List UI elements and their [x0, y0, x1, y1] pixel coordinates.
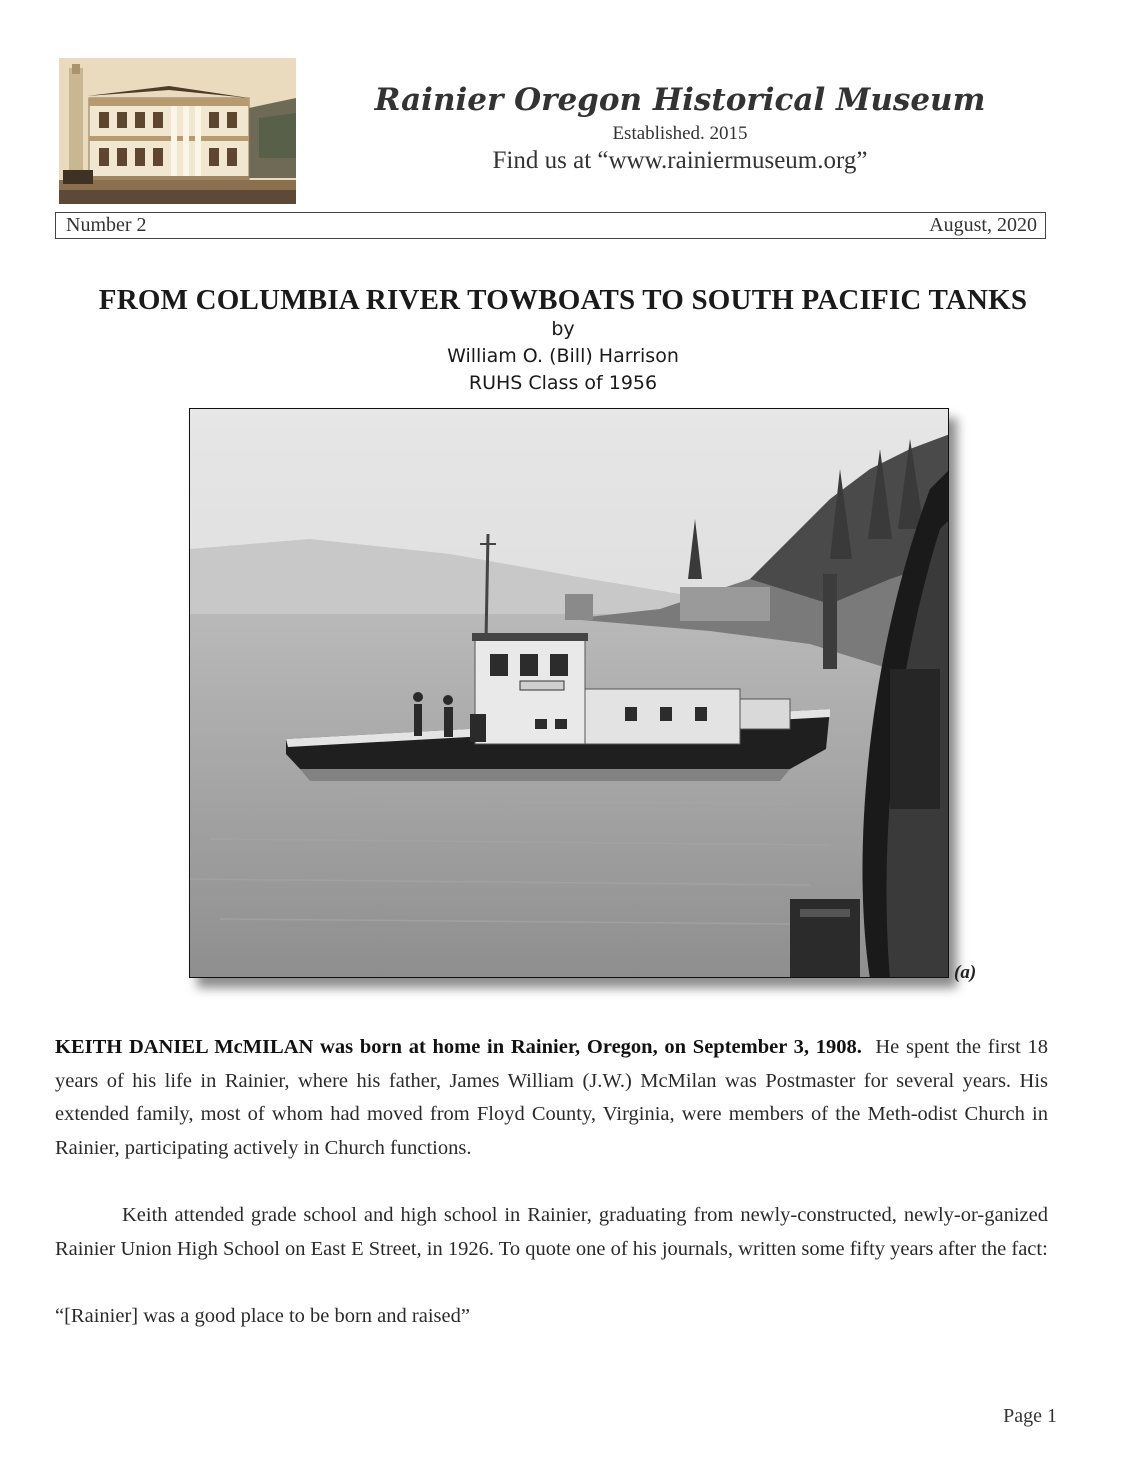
article-title: FROM COLUMBIA RIVER TOWBOATS TO SOUTH PACIFIC TANKS	[98, 284, 1028, 316]
issue-number: Number 2	[66, 214, 147, 236]
paragraph-1-lead: KEITH DANIEL McMILAN was born at home in Rainier, Oregon, on September 3, 1908.	[55, 1036, 862, 1058]
museum-logo-photo	[59, 58, 296, 204]
established-year: Established. 2015	[612, 123, 748, 144]
byline-class: RUHS Class of 1956	[468, 372, 658, 394]
museum-building-illustration	[59, 58, 296, 204]
quote-line: “[Rainier] was a good place to be born and raised”	[55, 1305, 470, 1327]
byline-by: by	[551, 318, 575, 340]
museum-name: Rainier Oregon Historical Museum	[374, 82, 986, 118]
towboat-photo	[189, 408, 949, 978]
paragraph-2: Keith attended grade school and high school in Rainier, graduating from newly-constructed, newly-or-ganized Rainier Union High School on East E Street, in 1926. To quote one of his journals, written some fifty years after the fact:	[55, 1204, 1048, 1260]
byline-author: William O. (Bill) Harrison	[447, 345, 679, 367]
page-number: Page 1	[1003, 1405, 1057, 1427]
photo-caption: (a)	[954, 962, 977, 983]
towboat-photo-illustration	[190, 409, 949, 978]
issue-bar	[55, 212, 1046, 239]
paragraph-1	[55, 1031, 1048, 1165]
issue-date: August, 2020	[929, 214, 1037, 236]
website-line: Find us at “www.rainiermuseum.org”	[492, 147, 868, 174]
paragraph-1-rest: He spent the first 18 years of his life in Rainier, where his father, James William (J.W.) McMilan was Postmaster for several years. His extended family, most of whom had moved from Floyd County, Virginia, were members of the Meth-odist Church in Rainier, participating actively in Church functions.	[55, 1036, 1049, 1159]
